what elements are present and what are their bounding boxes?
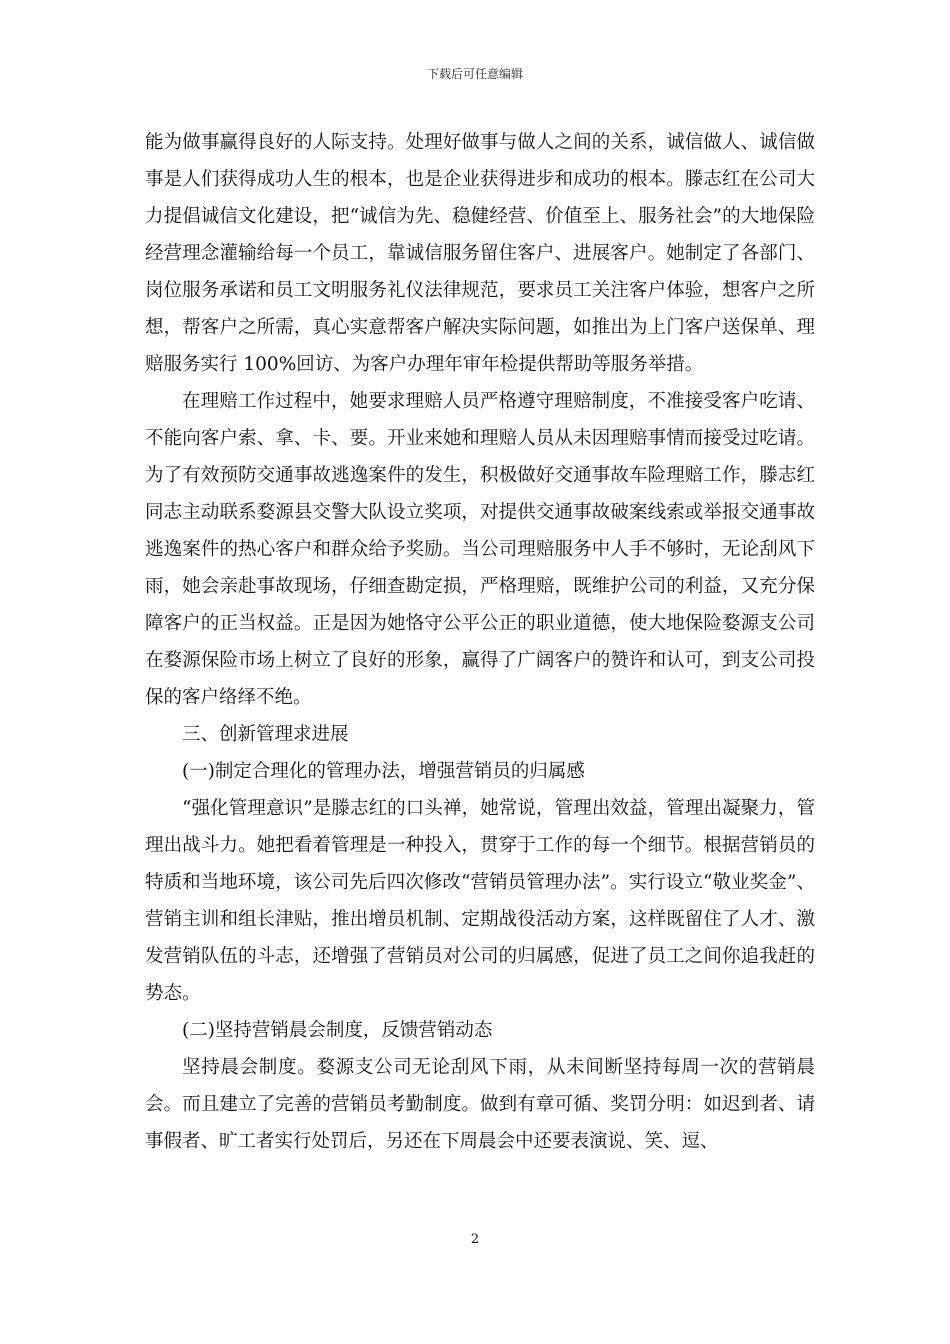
section-heading-3: 三、创新管理求进展 xyxy=(182,724,349,745)
document-body xyxy=(145,124,815,1160)
paragraph-4: 坚持晨会制度。婺源支公司无论刮风下雨，从未间断坚持每周一次的营销晨会。而且建立了完善的营销员考勤制度。做到有章可循、奖罚分明：如迟到者、请事假者、旷工者实行处罚后，另还在下周晨会中还要表演说、笑、逗、 xyxy=(145,1057,815,1152)
subsection-heading-1: (一)制定合理化的管理办法，增强营销员的归属感 xyxy=(182,761,585,782)
paragraph-1: 能为做事赢得良好的人际支持。处理好做事与做人之间的关系，诚信做人、诚信做事是人们获得成功人生的根本，也是企业获得进步和成功的根本。滕志红在公司大力提倡诚信文化建设，把“诚信为先、稳健经营、价值至上、服务社会”的大地保险经营理念灌输给每一个员工，靠诚信服务留住客户、进展客户。她制定了各部门、岗位服务承诺和员工文明服务礼仪法律规范，要求员工关注客户体验，想客户之所想，帮客户之所需，真心实意帮客户解决实际问题，如推出为上门客户送保单、理赔服务实行 100%回访、为客户办理年审年检提供帮助等服务举措。 xyxy=(145,132,815,375)
subsection-heading-2: (二)坚持营销晨会制度，反馈营销动态 xyxy=(182,1020,493,1041)
page-header: 下载后可任意编辑 xyxy=(426,67,523,81)
paragraph-2: 在理赔工作过程中，她要求理赔人员严格遵守理赔制度，不准接受客户吃请、不能向客户索、拿、卡、要。开业来她和理赔人员从未因理赔事情而接受过吃请。为了有效预防交通事故逃逸案件的发生，积极做好交通事故车险理赔工作，滕志红同志主动联系婺源县交警大队设立奖项，对提供交通事故破案线索或举报交通事故逃逸案件的热心客户和群众给予奖励。当公司理赔服务中人手不够时，无论刮风下雨，她会亲赴事故现场，仔细查勘定损，严格理赔，既维护公司的利益，又充分保障客户的正当权益。正是因为她恪守公平公正的职业道德，使大地保险婺源支公司在婺源保险市场上树立了良好的形象，赢得了广阔客户的赞许和认可，到支公司投保的客户络绎不绝。 xyxy=(145,391,815,708)
page-number: 2 xyxy=(470,1232,480,1247)
paragraph-3: “强化管理意识”是滕志红的口头禅，她常说，管理出效益，管理出凝聚力，管理出战斗力。她把看着管理是一种投入，贯穿于工作的每一个细节。根据营销员的特质和当地环境，该公司先后四次修改“营销员管理办法”。实行设立“敬业奖金”、营销主训和组长津贴，推出增员机制、定期战役活动方案，这样既留住了人才、激发营销队伍的斗志，还增强了营销员对公司的归属感，促进了员工之间你追我赶的势态。 xyxy=(145,798,815,1004)
